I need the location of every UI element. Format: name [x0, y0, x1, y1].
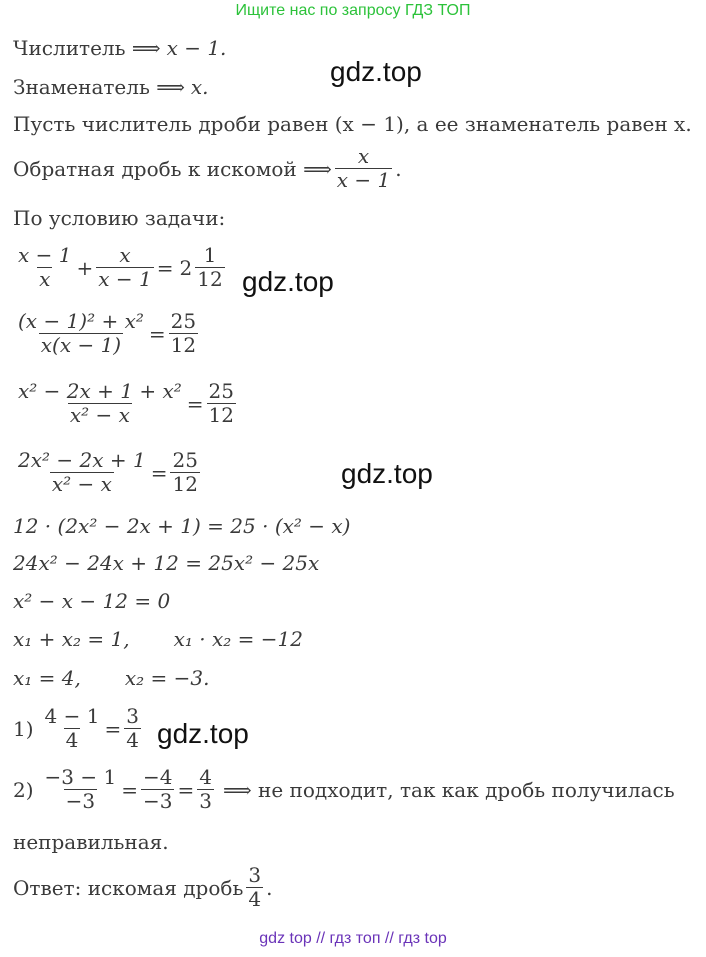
- fraction-numerator: 3: [126, 704, 139, 728]
- fraction-numerator: x − 1: [18, 243, 72, 267]
- equals-sign: =: [177, 777, 195, 802]
- fraction-numerator: x: [119, 243, 131, 267]
- vieta-sum: x₁ + x₂ = 1,: [13, 627, 130, 651]
- fraction: [195, 244, 224, 291]
- not-suitable-text: ⟹ не подходит, так как дробь получилась: [222, 777, 675, 802]
- equation-1: [13, 310, 201, 357]
- answer-label: Ответ: искомая дробь: [13, 875, 244, 900]
- plus-sign: +: [76, 255, 94, 280]
- fraction-numerator: x: [357, 144, 370, 168]
- fraction: [16, 449, 148, 496]
- root-1: x₁ = 4,: [13, 666, 81, 690]
- watermark: gdz.top: [242, 266, 334, 297]
- fraction: [335, 145, 392, 192]
- fraction-numerator: 4 − 1: [44, 704, 100, 728]
- inverse-label: Обратная дробь к искомой ⟹: [13, 156, 332, 181]
- fraction-denominator: 12: [208, 403, 234, 427]
- fraction-denominator: x(x − 1): [40, 333, 122, 357]
- equation-3: [13, 449, 203, 496]
- fraction: [124, 705, 141, 752]
- watermark: gdz.top: [341, 458, 433, 489]
- fraction-denominator: x² − x: [51, 472, 112, 496]
- fraction-denominator: 12: [172, 472, 198, 496]
- equals-sign: =: [156, 255, 174, 280]
- equals-sign: =: [150, 460, 168, 485]
- equation-5: 24x² − 24x + 12 = 25x² − 25x: [13, 551, 320, 575]
- root-2: x₂ = −3.: [124, 666, 210, 690]
- fraction: [197, 766, 214, 813]
- denominator-value: x.: [190, 75, 209, 99]
- improper-line: неправильная.: [13, 830, 169, 854]
- fraction-denominator: 3: [199, 789, 212, 813]
- fraction-denominator: 4: [65, 728, 79, 752]
- answer-line: [13, 864, 272, 911]
- condition-line: По условию задачи:: [13, 206, 226, 230]
- vieta-product: x₁ · x₂ = −12: [173, 627, 303, 651]
- case-2: [13, 766, 675, 813]
- fraction-denominator: 12: [170, 333, 197, 357]
- fraction: [16, 244, 73, 291]
- fraction-numerator: −4: [142, 765, 173, 789]
- fraction-denominator: x² − x: [69, 403, 130, 427]
- fraction: [16, 310, 146, 357]
- numerator-line: [13, 36, 226, 60]
- fraction-numerator: 3: [248, 863, 262, 887]
- vieta-line: [13, 627, 303, 651]
- fraction-numerator: −3 − 1: [44, 765, 117, 789]
- case-label: 2): [13, 777, 34, 802]
- fraction: [207, 380, 236, 427]
- fraction-denominator: x: [39, 267, 51, 291]
- fraction: [246, 864, 263, 911]
- fraction-numerator: 4: [199, 765, 212, 789]
- fraction: [170, 449, 199, 496]
- search-banner[interactable]: Ищите нас по запросу ГДЗ ТОП: [235, 2, 471, 19]
- inverse-line: [13, 145, 402, 192]
- fraction-numerator: 25: [170, 309, 197, 333]
- watermark: gdz.top: [330, 56, 422, 87]
- fraction-numerator: 25: [208, 379, 234, 403]
- equals-sign: =: [104, 716, 122, 741]
- fraction-denominator: 12: [197, 267, 223, 291]
- numerator-label: Числитель ⟹: [13, 36, 161, 60]
- watermark: gdz.top: [157, 718, 249, 749]
- equation-2: [13, 380, 239, 427]
- roots-line: [13, 666, 209, 690]
- fraction-denominator: 4: [248, 887, 262, 911]
- period: .: [266, 875, 273, 900]
- numerator-value: x − 1.: [166, 36, 227, 60]
- fraction-denominator: −3: [142, 789, 173, 813]
- whole-part: 2: [179, 255, 193, 280]
- fraction-denominator: 4: [126, 728, 139, 752]
- fraction-denominator: −3: [65, 789, 96, 813]
- period: .: [395, 156, 402, 181]
- fraction-numerator: 2x² − 2x + 1: [18, 448, 146, 472]
- fraction: [43, 705, 102, 752]
- equals-sign: =: [121, 777, 138, 802]
- equation-4: 12 · (2x² − 2x + 1) = 25 · (x² − x): [13, 514, 351, 538]
- denominator-line: [13, 75, 209, 99]
- equals-sign: =: [148, 321, 166, 346]
- fraction-denominator: x − 1: [98, 267, 152, 291]
- fraction-numerator: (x − 1)² + x²: [18, 309, 144, 333]
- fraction: [43, 766, 119, 813]
- fraction: [16, 380, 184, 427]
- equation-sum: [13, 244, 228, 291]
- case-1: [13, 705, 144, 752]
- fraction: [169, 310, 198, 357]
- let-line: Пусть числитель дроби равен (x − 1), а ее знаменатель равен x.: [13, 112, 692, 136]
- equals-sign: =: [186, 391, 204, 416]
- equation-6: x² − x − 12 = 0: [13, 589, 171, 613]
- fraction-numerator: x² − 2x + 1 + x²: [18, 379, 182, 403]
- fraction-numerator: 25: [172, 448, 198, 472]
- footer-links[interactable]: gdz top // гдз топ // гдз top: [259, 930, 447, 947]
- fraction-numerator: 1: [203, 243, 217, 267]
- fraction: [141, 766, 174, 813]
- fraction: [96, 244, 153, 291]
- case-label: 1): [13, 716, 34, 741]
- denominator-label: Знаменатель ⟹: [13, 75, 185, 99]
- fraction-denominator: x − 1: [336, 168, 391, 192]
